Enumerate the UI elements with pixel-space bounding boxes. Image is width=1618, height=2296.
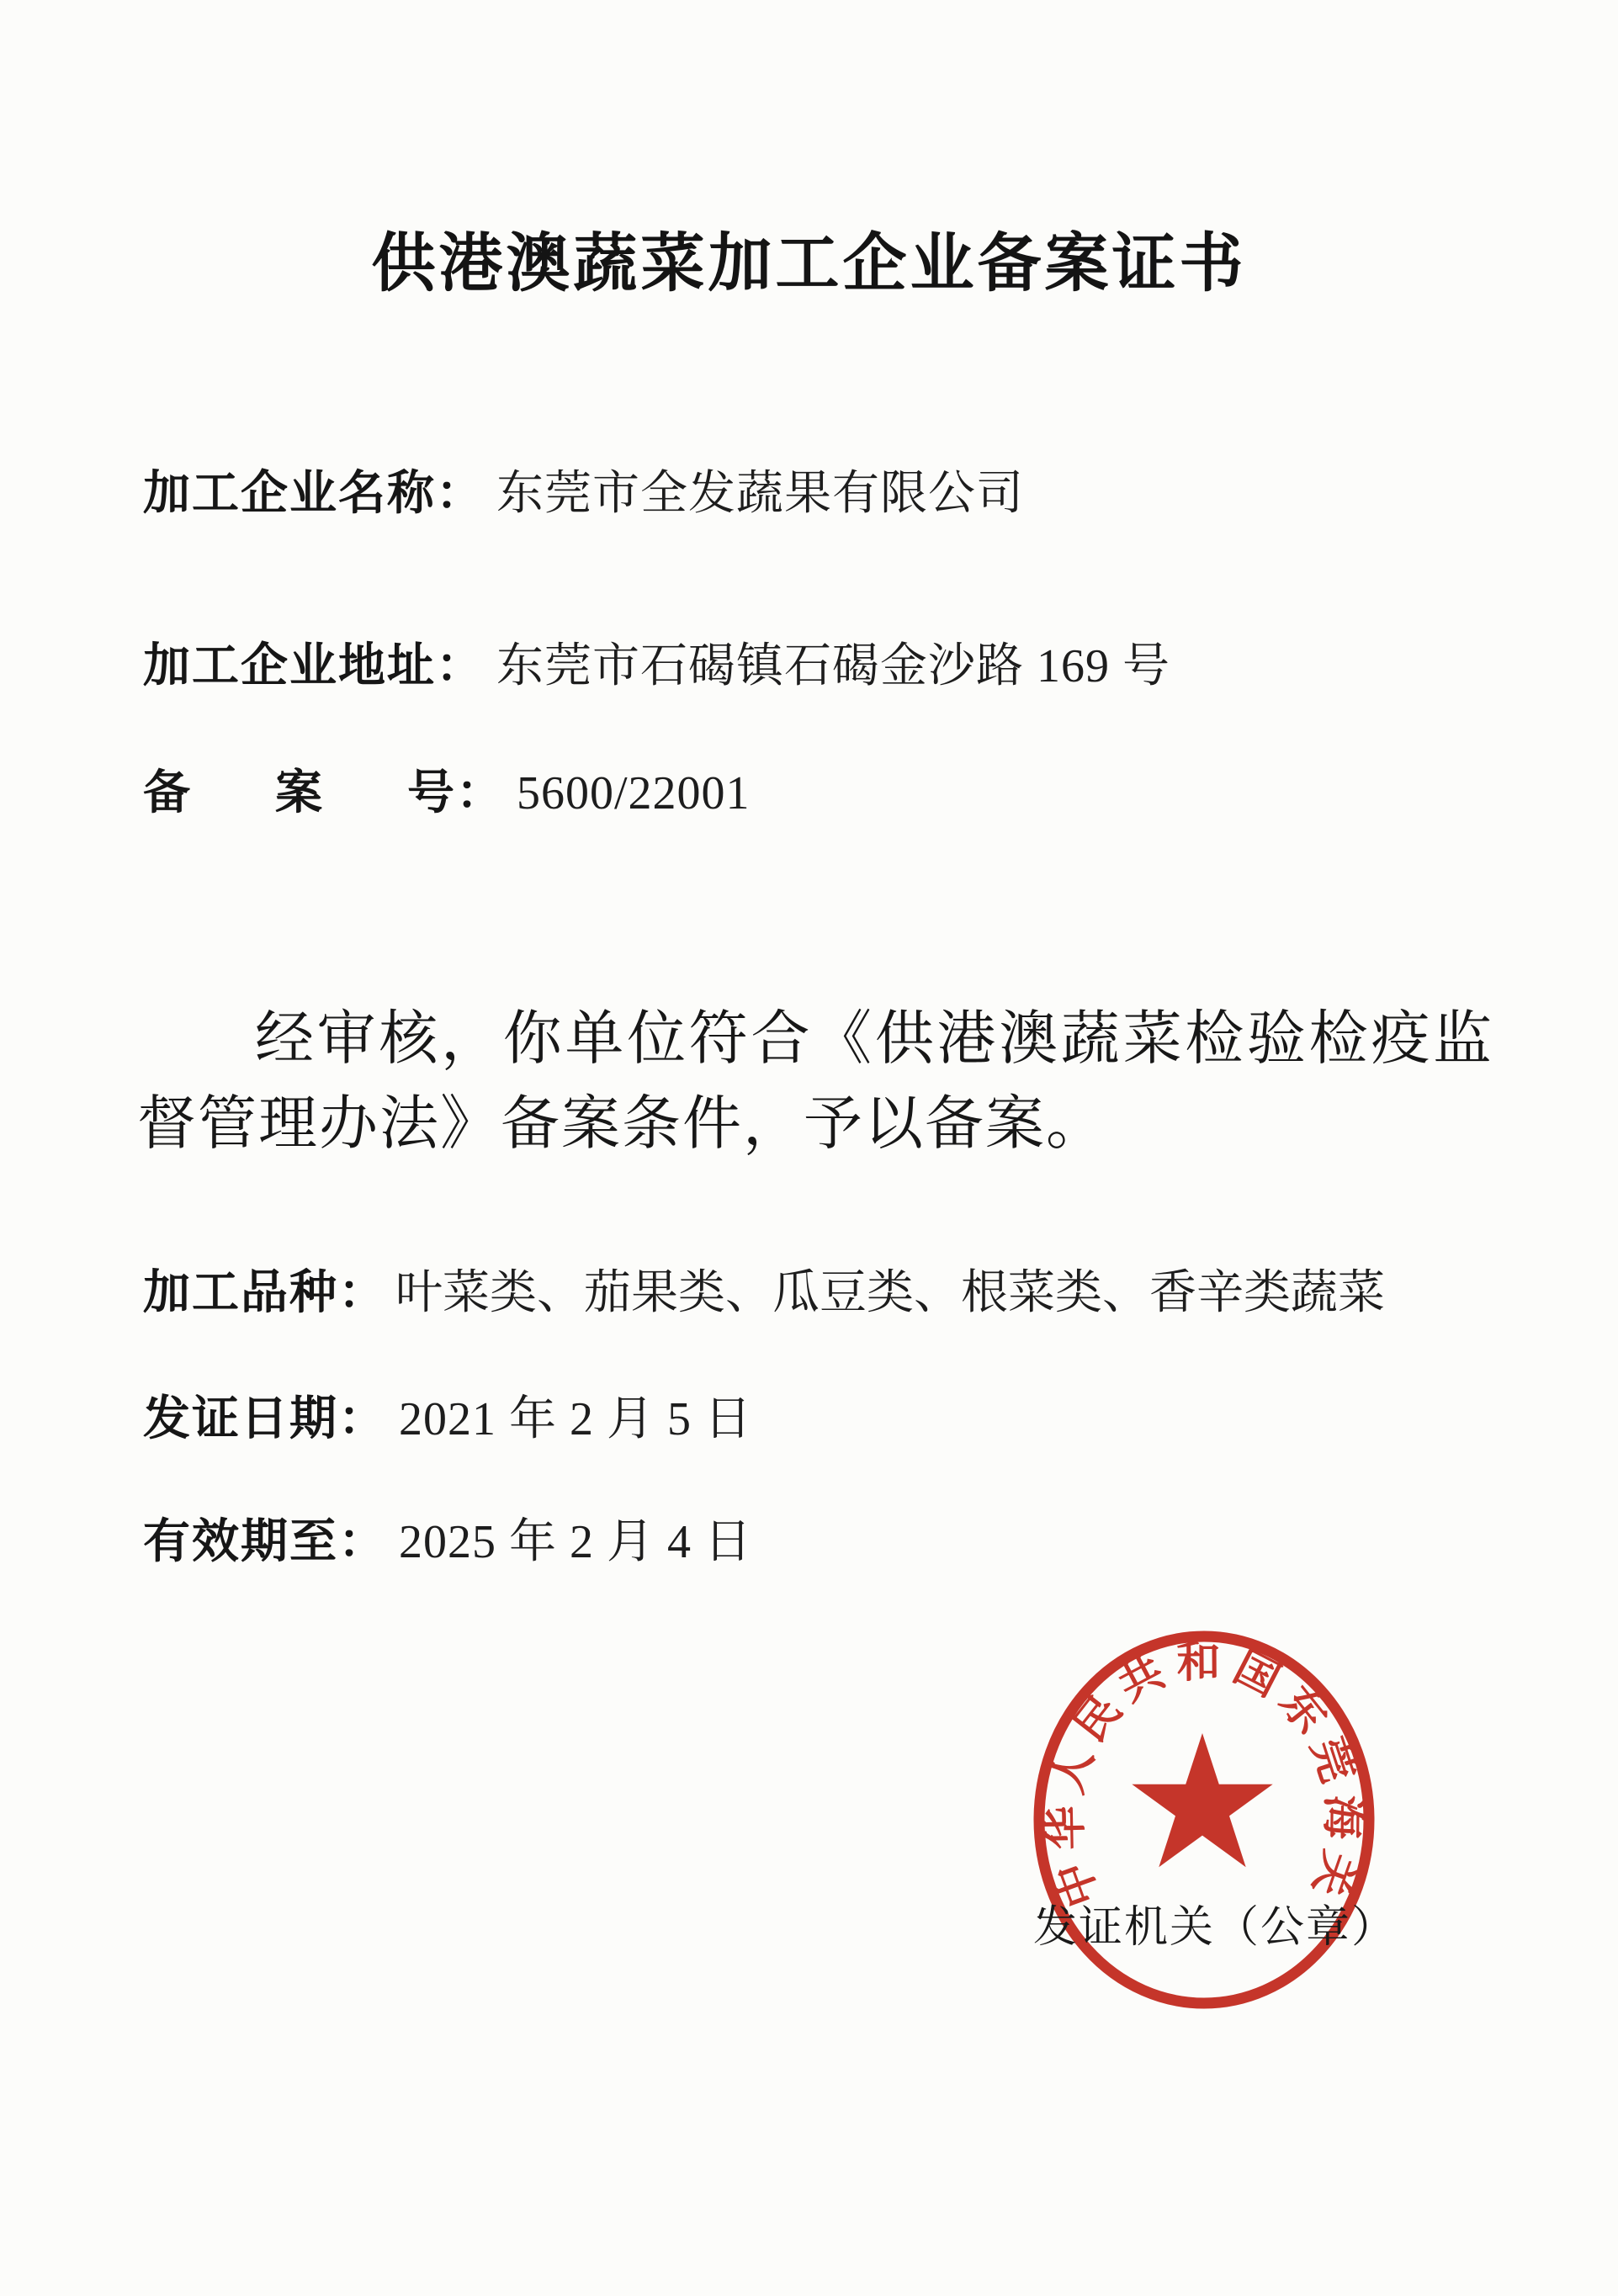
varieties-label: 加工品种：	[143, 1267, 387, 1319]
certificate-title: 供港澳蔬菜加工企业备案证书	[371, 228, 1247, 300]
company-name-value: 东莞市全发蔬果有限公司	[496, 468, 1024, 520]
record-number-value: 5600/22001	[517, 767, 751, 819]
company-address-label: 加工企业地址：	[143, 640, 485, 692]
seal-arc-text: 中华人民共和国东莞海关	[1042, 1638, 1366, 1913]
record-number-colon: ：	[456, 767, 505, 819]
official-seal-stamp	[1002, 1614, 1406, 2034]
valid-until-label: 有效期至：	[143, 1516, 387, 1568]
star-icon	[1132, 1733, 1272, 1867]
issue-date-label: 发证日期：	[143, 1393, 387, 1445]
field-company-name	[143, 464, 1024, 523]
company-name-label: 加工企业名称：	[143, 468, 485, 520]
varieties-value: 叶菜类、茄果类、瓜豆类、根菜类、香辛类蔬菜	[395, 1267, 1385, 1319]
field-company-address	[143, 637, 1170, 696]
issuing-authority-caption: 发证机关（公章）	[1033, 1903, 1398, 1952]
field-varieties	[143, 1264, 1385, 1323]
approval-paragraph: 经审核，你单位符合《供港澳蔬菜检验检疫监督管理办法》备案条件，予以备案。	[137, 1007, 1493, 1157]
company-address-value: 东莞市石碣镇石碣金沙路 169 号	[496, 640, 1170, 692]
field-valid-until	[143, 1513, 752, 1572]
field-record-number	[143, 764, 751, 823]
valid-until-value: 2025 年 2 月 4 日	[399, 1516, 752, 1568]
record-number-label: 备案号	[143, 767, 456, 819]
field-issue-date	[143, 1390, 752, 1449]
issue-date-value: 2021 年 2 月 5 日	[399, 1393, 752, 1445]
